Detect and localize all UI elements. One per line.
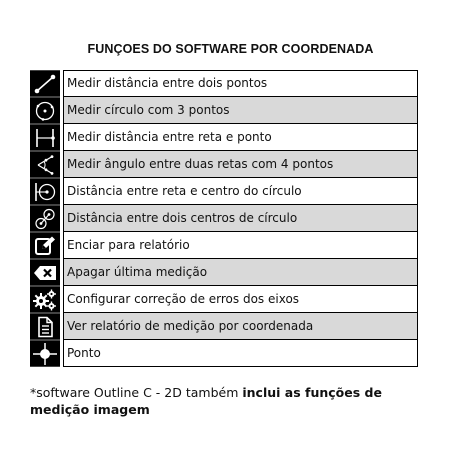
circle-3-points-icon[interactable]	[30, 97, 60, 124]
function-row-point[interactable]	[30, 340, 418, 367]
function-label: Apagar última medição	[63, 259, 418, 286]
function-row-circle-3-points[interactable]	[30, 97, 418, 124]
function-row-line-circle-center[interactable]	[30, 178, 418, 205]
line-circle-center-icon[interactable]	[30, 178, 60, 205]
functions-table	[30, 70, 418, 367]
function-row-view-report[interactable]	[30, 313, 418, 340]
two-circle-centers-icon[interactable]	[30, 205, 60, 232]
document-icon[interactable]	[30, 313, 60, 340]
page-title: FUNÇOES DO SOFTWARE POR COORDENADA	[87, 42, 374, 56]
footnote-text: *software Outline C - 2D também	[30, 385, 243, 400]
function-row-line-distance[interactable]	[30, 70, 418, 97]
line-distance-icon[interactable]	[30, 70, 60, 97]
function-label: Medir distância entre reta e ponto	[63, 124, 418, 151]
angle-4-points-icon[interactable]	[30, 151, 60, 178]
function-label: Configurar correção de erros dos eixos	[63, 286, 418, 313]
function-label: Medir distância entre dois pontos	[63, 70, 418, 97]
function-row-two-circle-centers[interactable]	[30, 205, 418, 232]
footnote-bold-text: inclui as funções de medição imagem	[30, 385, 382, 417]
function-label: Distância entre dois centros de círculo	[63, 205, 418, 232]
footnote	[30, 384, 440, 418]
function-label: Enciar para relatório	[63, 232, 418, 259]
function-label: Ver relatório de medição por coordenada	[63, 313, 418, 340]
function-label: Medir ângulo entre duas retas com 4 pontos	[63, 151, 418, 178]
backspace-delete-icon[interactable]	[30, 259, 60, 286]
gears-icon[interactable]	[30, 286, 60, 313]
function-row-edit-report[interactable]	[30, 232, 418, 259]
edit-report-icon[interactable]	[30, 232, 60, 259]
function-row-line-point-distance[interactable]	[30, 124, 418, 151]
crosshair-point-icon[interactable]	[30, 340, 60, 367]
function-label: Medir círculo com 3 pontos	[63, 97, 418, 124]
line-point-distance-icon[interactable]	[30, 124, 60, 151]
function-row-angle-4-points[interactable]	[30, 151, 418, 178]
function-label: Distância entre reta e centro do círculo	[63, 178, 418, 205]
function-row-configure-axes[interactable]	[30, 286, 418, 313]
function-row-delete-last[interactable]	[30, 259, 418, 286]
function-label: Ponto	[63, 340, 418, 367]
